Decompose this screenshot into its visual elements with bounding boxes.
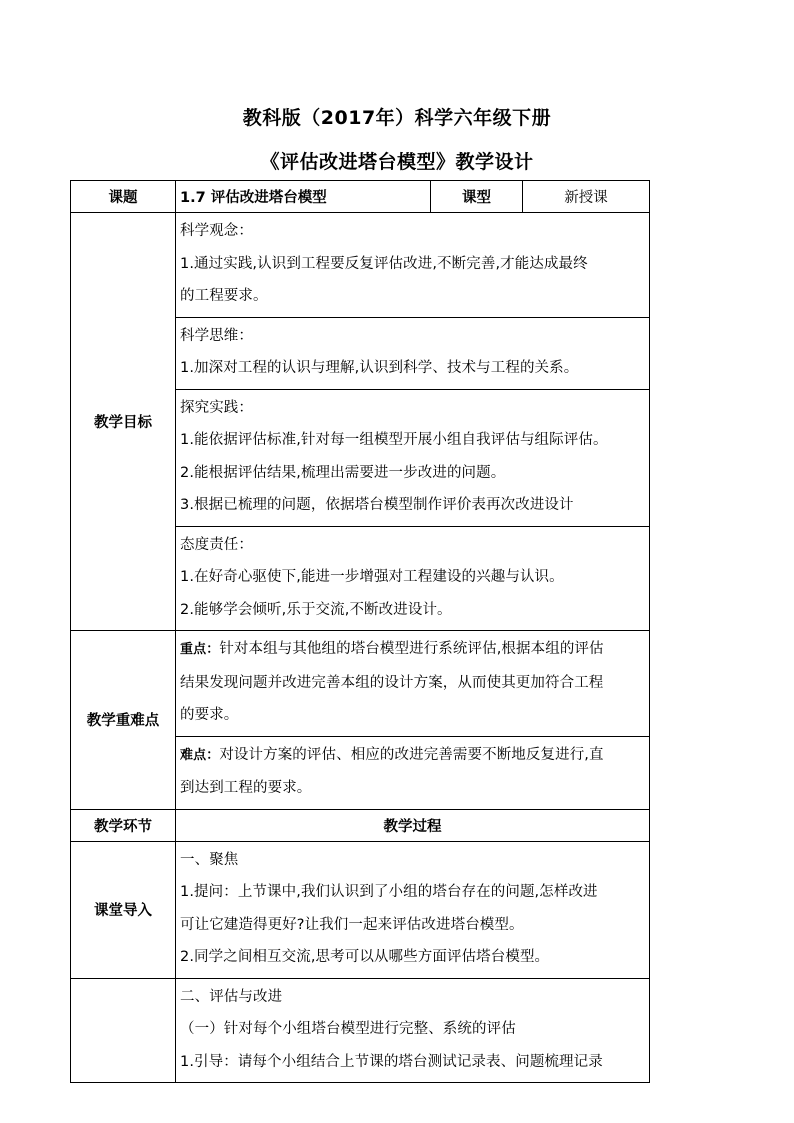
objective-line: 的工程要求。 — [180, 288, 268, 304]
evaluate-content — [176, 978, 650, 1083]
objective-line: 1.通过实践,认识到工程要反复评估改进,不断完善,才能达成最终 — [180, 255, 588, 272]
intro-line: 1.提问：上节课中,我们认识到了小组的塔台存在的问题,怎样改进 — [180, 884, 598, 900]
intro-row — [71, 841, 650, 978]
objective-heading: 探究实践： — [180, 399, 253, 416]
objective-heading: 科学思维： — [180, 327, 253, 344]
process-label: 教学过程 — [176, 809, 650, 841]
key-point-prefix: 重点： — [180, 642, 220, 657]
evaluate-line: 二、评估与改进 — [180, 988, 283, 1005]
objective-heading: 态度责任： — [180, 536, 253, 553]
objective-line: 1.加深对工程的认识与理解,认识到科学、技术与工程的关系。 — [180, 360, 579, 376]
objective-heading: 科学观念： — [180, 223, 253, 239]
key-point-line: 针对本组与其他组的塔台模型进行系统评估,根据本组的评估 — [219, 641, 604, 657]
hard-point-line: 到达到工程的要求。 — [180, 780, 312, 796]
difficulty-label: 教学重难点 — [71, 631, 176, 810]
topic-value: 1.7 评估改进塔台模型 — [176, 181, 431, 213]
objective-thinking — [176, 317, 649, 389]
key-point-line: 的要求。 — [180, 707, 239, 723]
evaluate-row — [71, 978, 650, 1083]
key-point-line: 结果发现问题并改进完善本组的设计方案，从而使其更加符合工程 — [180, 674, 604, 691]
type-label: 课型 — [431, 181, 523, 213]
key-point — [176, 631, 649, 736]
objective-practice — [176, 389, 649, 526]
evaluate-line: 1.引导：请每个小组结合上节课的塔台测试记录表、问题梳理记录 — [180, 1053, 603, 1070]
difficulty-content — [176, 631, 650, 810]
document-title: 教科版（2017年）科学六年级下册 — [242, 107, 552, 129]
hard-point — [176, 736, 649, 809]
intro-content — [176, 841, 650, 978]
evaluate-line: （一）针对每个小组塔台模型进行完整、系统的评估 — [180, 1021, 516, 1037]
topic-label: 课题 — [71, 181, 176, 213]
intro-label: 课堂导入 — [71, 841, 176, 978]
topic-row — [71, 181, 650, 213]
objective-line: 3.根据已梳理的问题，依据塔台模型制作评价表再次改进设计 — [180, 497, 574, 513]
objective-line: 1.能依据评估标准,针对每一组模型开展小组自我评估与组际评估。 — [180, 432, 608, 448]
intro-line: 一、聚焦 — [180, 851, 239, 868]
difficulty-row — [71, 631, 650, 810]
objectives-content — [176, 213, 650, 631]
document-subtitle: 《评估改进塔台模型》教学设计 — [260, 151, 534, 173]
objective-line: 2.能够学会倾听,乐于交流,不断改进设计。 — [180, 601, 452, 618]
process-header-row — [71, 809, 650, 841]
evaluate-label — [71, 978, 176, 1083]
objective-line: 1.在好奇心驱使下,能进一步增强对工程建设的兴趣与认识。 — [180, 569, 564, 585]
objective-concept — [176, 213, 649, 317]
intro-line: 2.同学之间相互交流,思考可以从哪些方面评估塔台模型。 — [180, 949, 550, 965]
objective-line: 2.能根据评估结果,梳理出需要进一步改进的问题。 — [180, 464, 506, 481]
objectives-row — [71, 213, 650, 631]
stage-label: 教学环节 — [71, 809, 176, 841]
objectives-label: 教学目标 — [71, 213, 176, 631]
hard-point-prefix: 难点： — [180, 747, 220, 763]
intro-line: 可让它建造得更好?让我们一起来评估改进塔台模型。 — [180, 916, 524, 933]
objective-attitude — [176, 526, 649, 631]
lesson-plan-table — [70, 180, 650, 1083]
type-value: 新授课 — [523, 181, 650, 213]
hard-point-line: 对设计方案的评估、相应的改进完善需要不断地反复进行,直 — [219, 746, 604, 763]
